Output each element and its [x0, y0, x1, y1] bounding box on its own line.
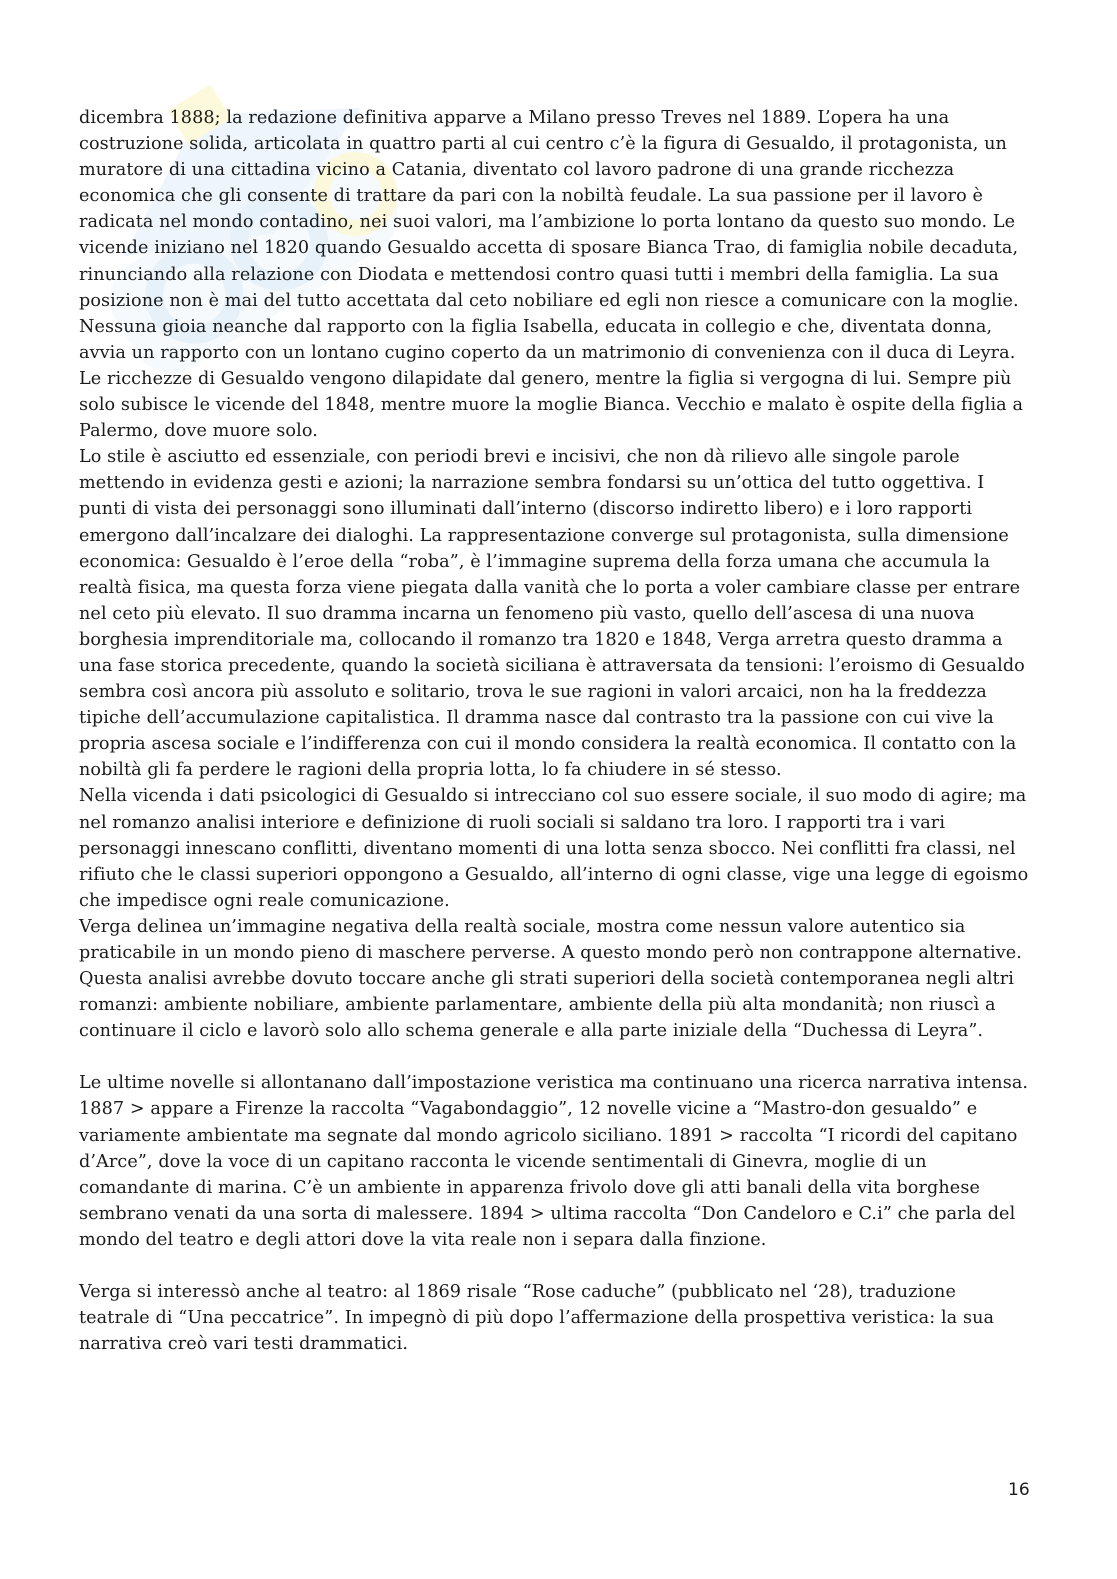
page-number: 16 — [1008, 1480, 1030, 1500]
paragraph-spacer — [79, 1044, 1031, 1070]
paragraph-plot-summary: dicembra 1888; la redazione definitiva apparve a Milano presso Treves nel 1889. L’opera ha una costruzione solida, articolata in quattro parti al cui centro c’è la figura di Gesualdo, il protagonista, un muratore di una cittadina vicino a Catania, diventato col lavoro padrone di una grande ricchezza economica che gli consente di trattare da pari con la nobiltà feudale. La sua passione per il lavoro è radicata nel mondo contadino, nei suoi valori, ma l’ambizione lo porta lontano da questo suo mondo. Le vicende iniziano nel 1820 quando Gesualdo accetta di sposare Bianca Trao, di famiglia nobile decaduta, rinunciando alla relazione con Diodata e mettendosi contro quasi tutti i membri della famiglia. La sua posizione non è mai del tutto accettata dal ceto nobiliare ed egli non riesce a comunicare con la moglie. Nessuna gioia neanche dal rapporto con la figlia Isabella, educata in collegio e che, diventata donna, avvia un rapporto con un lontano cugino coperto da un matrimonio di convenienza con il duca di Leyra. Le ricchezze di Gesualdo vengono dilapidate dal genero, mentre la figlia si vergogna di lui. Sempre più solo subisce le vicende del 1848, mentre muore la moglie Bianca. Vecchio e malato è ospite della figlia a Palermo, dove muore solo. — [79, 108, 1024, 442]
paragraph-social-image: Verga delinea un’immagine negativa della realtà sociale, mostra come nessun valore autentico sia praticabile in un mondo pieno di maschere perverse. A questo mondo però non contrappone alternative. Questa analisi avrebbe dovuto toccare anche gli strati superiori della società contemporanea negli altri romanzi: ambiente nobiliare, ambiente parlamentare, ambiente della più alta mondanità; non riuscì a continuare il ciclo e lavorò solo allo schema generale e alla parte iniziale della “Duchessa di Leyra”. — [79, 916, 1022, 1042]
paragraph-style: Lo stile è asciutto ed essenziale, con periodi brevi e incisivi, che non dà rilievo alle singole parole mettendo in evidenza gesti e azioni; la narrazione sembra fondarsi su un’ottica del tutto oggettiva. I punti di vista dei personaggi sono illuminati dall’interno (discorso indiretto libero) e i loro rapporti emergono dall’incalzare dei dialoghi. La rappresentazione converge sul protagonista, sulla dimensione economica: Gesualdo è l’eroe della “roba”, è l’immagine suprema della forza umana che accumula la realtà fisica, ma questa forza viene piegata dalla vanità che lo porta a voler cambiare classe per entrare nel ceto più elevato. Il suo dramma incarna un fenomeno più vasto, quello dell’ascesa di una nuova borghesia imprenditoriale ma, collocando il romanzo tra 1820 e 1848, Verga arretra questo dramma a una fase storica precedente, quando la società siciliana è attraversata da tensioni: l’eroismo di Gesualdo sembra così ancora più assoluto e solitario, trova le sue ragioni in valori arcaici, non ha la freddezza tipiche dell’accumulazione capitalistica. Il dramma nasce dal contrasto tra la passione con cui vive la propria ascesa sociale e l’indifferenza con cui il mondo considera la realtà economica. Il contatto con la nobiltà gli fa perdere le ragioni della propria lotta, lo fa chiudere in sé stesso. — [79, 447, 1025, 781]
paragraph-last-novellas: Le ultime novelle si allontanano dall’impostazione veristica ma continuano una ricerca narrativa intensa. 1887 > appare a Firenze la raccolta “Vagabondaggio”, 12 novelle vicine a “Mastro-don gesualdo” e variamente ambientate ma segnate dal mondo agricolo siciliano. 1891 > raccolta “I ricordi del capitano d’Arce”, dove la voce di un capitano racconta le vicende sentimentali di Ginevra, moglie di un comandante di marina. C’è un ambiente in apparenza frivolo dove gli atti banali della vita borghese sembrano venati da una sorta di malessere. 1894 > ultima raccolta “Don Candeloro e C.i” che parla del mondo del teatro e degli attori dove la vita reale non i separa dalla finzione. — [79, 1073, 1029, 1250]
document-body — [79, 105, 1031, 1357]
paragraph-theatre: Verga si interessò anche al teatro: al 1869 risale “Rose caduche” (pubblicato nel ‘28), traduzione teatrale di “Una peccatrice”. In impegnò di più dopo l’affermazione della prospettiva veristica: la sua narrativa creò vari testi drammatici. — [79, 1282, 995, 1355]
paragraph-spacer — [79, 1253, 1031, 1279]
paragraph-psychology: Nella vicenda i dati psicologici di Gesualdo si intrecciano col suo essere sociale, il suo modo di agire; ma nel romanzo analisi interiore e definizione di ruoli sociali si saldano tra loro. I rapporti tra i vari personaggi innescano conflitti, diventano momenti di una lotta senza sbocco. Nei conflitti fra classi, nel rifiuto che le classi superiori oppongono a Gesualdo, all’interno di ogni classe, vige una legge di egoismo che impedisce ogni reale comunicazione. — [79, 786, 1029, 911]
